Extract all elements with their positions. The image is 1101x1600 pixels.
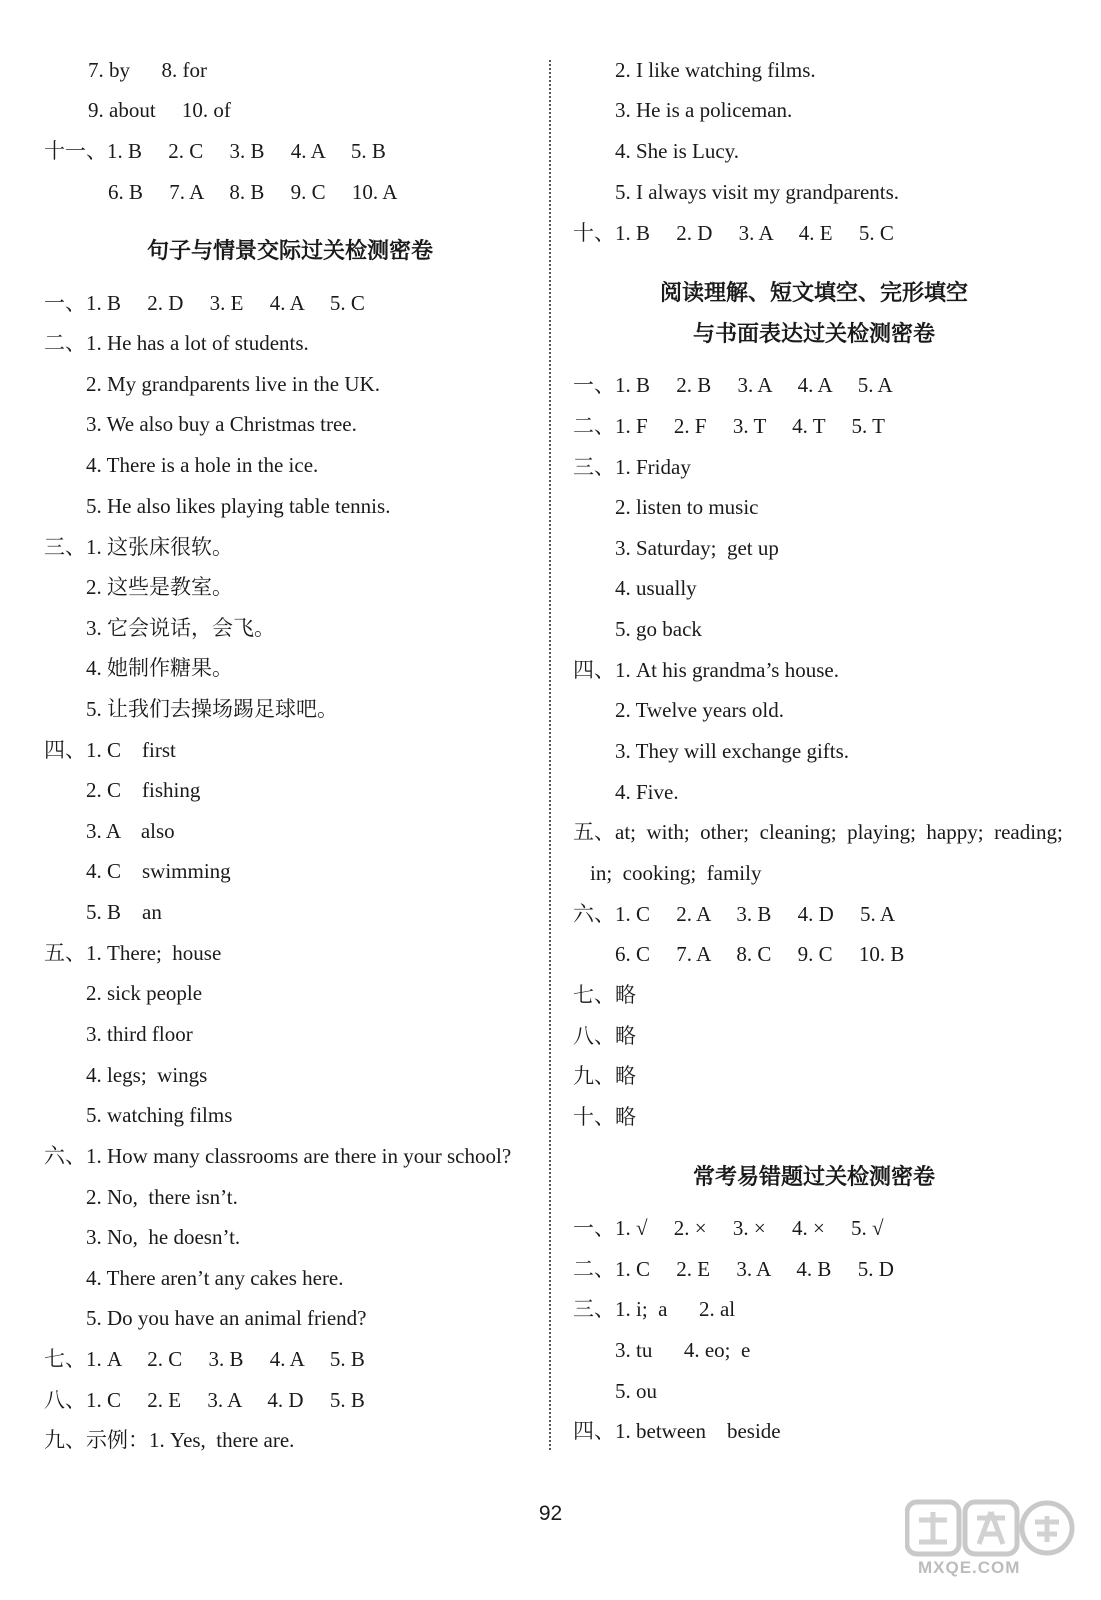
- answer-line: 七、略: [573, 983, 636, 1007]
- answer-line: 3. He is a policeman.: [615, 98, 793, 122]
- answer-line: 3. We also buy a Christmas tree.: [86, 412, 357, 436]
- answer-line: 八、略: [573, 1024, 636, 1048]
- answer-line: 3. tu 4. eo; e: [615, 1338, 751, 1362]
- answer-line: 3. No, he doesn’t.: [86, 1225, 241, 1249]
- answer-line: 三、1. Friday: [573, 455, 691, 479]
- answer-line: 2. No, there isn’t.: [86, 1185, 238, 1209]
- answer-line: 4. There aren’t any cakes here.: [86, 1266, 344, 1290]
- answer-line: 四、1. between beside: [573, 1419, 781, 1443]
- answer-line: 5. Do you have an animal friend?: [86, 1306, 367, 1330]
- answer-line: 4. There is a hole in the ice.: [86, 453, 319, 477]
- answer-line: 4. usually: [615, 576, 697, 600]
- section-heading: 与书面表达过关检测密卷: [692, 322, 935, 347]
- answer-line: 2. C fishing: [86, 778, 201, 802]
- answer-line: 八、1. C 2. E 3. A 4. D 5. B: [44, 1388, 365, 1412]
- answer-line: 四、1. At his grandma’s house.: [573, 658, 839, 682]
- answer-line: 3. Saturday; get up: [615, 536, 779, 560]
- answer-line: 十一、1. B 2. C 3. B 4. A 5. B: [44, 139, 386, 163]
- section-heading: 句子与情景交际过关检测密卷: [146, 239, 433, 264]
- answer-line: 6. C 7. A 8. C 9. C 10. B: [615, 942, 905, 966]
- answer-line: 4. legs; wings: [86, 1063, 208, 1087]
- answer-line: in; cooking; family: [590, 861, 762, 885]
- answer-line: 3. 它会说话，会飞。: [86, 616, 275, 640]
- answer-line: 一、1. √ 2. × 3. × 4. × 5. √: [573, 1216, 884, 1240]
- answer-line: 2. My grandparents live in the UK.: [86, 372, 380, 396]
- answer-line: 5. ou: [615, 1379, 657, 1403]
- answer-line: 九、略: [573, 1064, 636, 1088]
- answer-line: 6. B 7. A 8. B 9. C 10. A: [108, 180, 398, 204]
- answer-line: 2. 这些是教室。: [86, 575, 233, 599]
- answer-line: 十、略: [573, 1105, 636, 1129]
- answer-line: 3. A also: [86, 819, 175, 843]
- answer-line: 三、1. i; a 2. al: [573, 1297, 736, 1321]
- answer-line: 五、at; with; other; cleaning; playing; happy; reading;: [573, 820, 1063, 844]
- answer-line: 2. listen to music: [615, 495, 759, 519]
- answer-line: 2. I like watching films.: [615, 58, 816, 82]
- section-heading: 阅读理解、短文填空、完形填空: [659, 281, 968, 306]
- answer-line: 4. C swimming: [86, 859, 231, 883]
- page-number: 92: [538, 1502, 563, 1525]
- answer-line: 9. about 10. of: [88, 98, 231, 122]
- answer-line: 十、1. B 2. D 3. A 4. E 5. C: [573, 221, 894, 245]
- answer-line: 5. go back: [615, 617, 702, 641]
- answer-line: 二、1. F 2. F 3. T 4. T 5. T: [573, 414, 885, 438]
- answer-line: 3. third floor: [86, 1022, 193, 1046]
- answer-line: 3. They will exchange gifts.: [615, 739, 850, 763]
- answer-line: 二、1. He has a lot of students.: [44, 331, 309, 355]
- answer-line: 六、1. C 2. A 3. B 4. D 5. A: [573, 902, 896, 926]
- answer-line: 2. Twelve years old.: [615, 698, 785, 722]
- answer-line: 二、1. C 2. E 3. A 4. B 5. D: [573, 1257, 894, 1281]
- answer-line: 5. I always visit my grandparents.: [615, 180, 900, 204]
- answer-line: 5. He also likes playing table tennis.: [86, 494, 391, 518]
- column-divider: [549, 60, 551, 1450]
- answer-line: 一、1. B 2. B 3. A 4. A 5. A: [573, 373, 893, 397]
- answer-line: 五、1. There; house: [44, 941, 222, 965]
- answer-line: 5. watching films: [86, 1103, 233, 1127]
- answer-line: 4. She is Lucy.: [615, 139, 740, 163]
- answer-line: 4. Five.: [615, 780, 679, 804]
- answer-line: 三、1. 这张床很软。: [44, 535, 233, 559]
- section-heading: 常考易错题过关检测密卷: [692, 1165, 935, 1190]
- answer-line: 六、1. How many classrooms are there in your school?: [44, 1144, 512, 1168]
- answer-line: 七、1. A 2. C 3. B 4. A 5. B: [44, 1347, 365, 1371]
- answer-line: 5. B an: [86, 900, 162, 924]
- answer-line: 四、1. C first: [44, 738, 176, 762]
- answer-line: 5. 让我们去操场踢足球吧。: [86, 697, 338, 721]
- answer-line: 一、1. B 2. D 3. E 4. A 5. C: [44, 291, 365, 315]
- watermark-url: MXQE.COM: [918, 1558, 1021, 1577]
- answer-line: 九、示例：1. Yes, there are.: [44, 1428, 295, 1452]
- answer-line: 4. 她制作糖果。: [86, 656, 233, 680]
- answer-line: 2. sick people: [86, 981, 203, 1005]
- answer-line: 7. by 8. for: [88, 58, 207, 82]
